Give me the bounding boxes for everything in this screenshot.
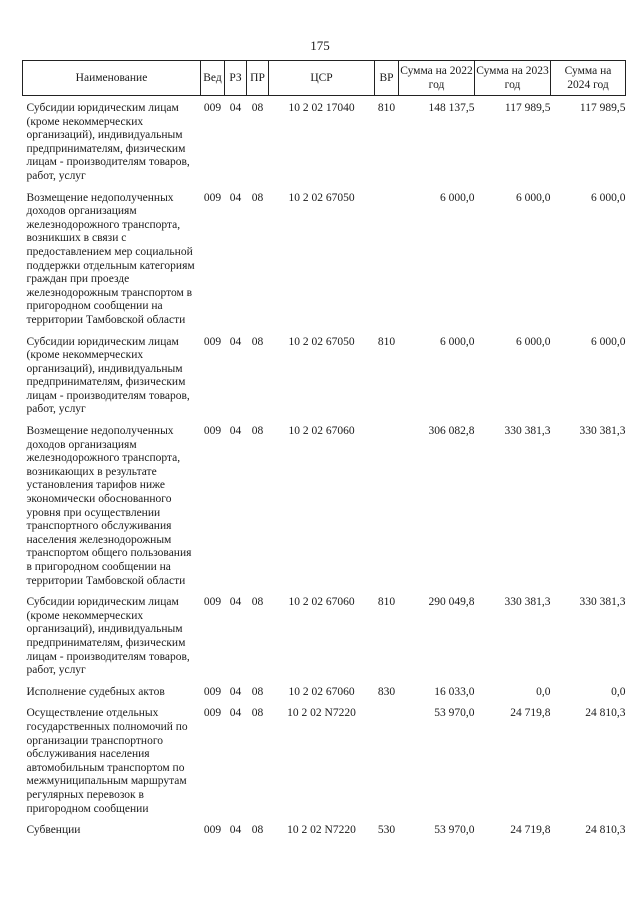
cell-sum-2024: 6 000,0 [591,191,626,204]
cell-sum-2024: 0,0 [611,685,626,698]
cell-name: Субвенции [26,824,81,837]
table-row [23,96,626,192]
header-name: Наименование [23,61,201,96]
cell-name: Возмещение недополученных доходов организациям железнодорожного транспорта, возникающих в результате установления тарифов ниже экономически обоснованного уровня при осуществлении транспортного обслуживания населения железнодорожным транспортом общего пользования в пригородном сообщении на территории Тамбовской области [26,425,192,587]
cell-pr: 08 [251,596,264,609]
cell-csr: 10 2 02 17040 [288,102,355,114]
cell-csr: 10 2 02 67060 [288,596,355,609]
table-row [23,707,626,824]
cell-csr: 10 2 02 67060 [288,685,355,698]
cell-vr: 810 [377,335,396,348]
cell-pr: 08 [251,191,264,204]
cell-pr: 08 [251,685,264,698]
cell-sum-2023: 117 989,5 [504,102,551,114]
cell-name: Возмещение недополученных доходов организациям железнодорожного транспорта, возникших в связи с предоставлением мер социальной поддержки отдельным категориям граждан при проезде железнодорожным транспортом в пригородном сообщении на территории Тамбовской области [26,191,195,326]
budget-table [22,60,626,846]
table-header [23,61,626,96]
cell-name: Осуществление отдельных государственных полномочий по организации транспортного обслуживания населения автомобильным транспортом по межмуниципальным маршрутам регулярных перевозок в пригородном сообщении [26,707,188,815]
cell-sum-2022: 53 970,0 [434,707,475,720]
cell-sum-2022: 53 970,0 [434,824,475,837]
cell-vr [375,192,399,336]
cell-ved: 009 [203,425,222,438]
cell-rz: 04 [229,191,242,204]
header-vr: ВР [375,61,399,96]
cell-sum-2024: 24 810,3 [585,824,626,837]
cell-sum-2022: 306 082,8 [428,425,475,438]
cell-sum-2023: 24 719,8 [510,707,551,720]
cell-ved: 009 [203,824,222,837]
cell-rz: 04 [229,425,242,438]
cell-rz: 04 [229,102,242,114]
cell-sum-2023: 330 381,3 [504,425,551,438]
cell-ved: 009 [203,335,222,348]
cell-vr: 830 [377,685,396,698]
cell-vr: 810 [377,102,396,114]
cell-vr [375,707,399,824]
cell-csr: 10 2 02 67050 [288,191,355,204]
cell-rz: 04 [229,335,242,348]
cell-vr: 530 [377,824,396,837]
cell-sum-2023: 6 000,0 [516,191,551,204]
header-ved: Вед [201,61,225,96]
cell-sum-2024: 117 989,5 [579,102,626,114]
cell-ved: 009 [203,596,222,609]
cell-name: Субсидии юридическим лицам (кроме некоммерческих организаций), индивидуальным предпринимателям, физическим лицам - производителям товаров, работ, услуг [26,335,190,416]
cell-sum-2023: 24 719,8 [510,824,551,837]
cell-sum-2022: 6 000,0 [440,335,475,348]
cell-sum-2024: 330 381,3 [579,596,626,609]
cell-pr: 08 [251,335,264,348]
cell-rz: 04 [229,685,242,698]
cell-sum-2023: 6 000,0 [516,335,551,348]
cell-vr [375,425,399,596]
header-pr: ПР [247,61,269,96]
table-row [23,824,626,846]
cell-rz: 04 [229,596,242,609]
cell-sum-2024: 6 000,0 [591,335,626,348]
cell-rz: 04 [229,707,242,720]
cell-pr: 08 [251,707,264,720]
table-body [23,96,626,846]
cell-name: Субсидии юридическим лицам (кроме некоммерческих организаций), индивидуальным предпринимателям, физическим лицам - производителям товаров, работ, услуг [26,102,190,182]
cell-sum-2022: 290 049,8 [428,596,475,609]
cell-sum-2024: 24 810,3 [585,707,626,720]
cell-csr: 10 2 02 67060 [288,425,355,438]
header-sum-2024: Сумма на 2024 год [551,61,626,96]
cell-ved: 009 [203,707,222,720]
page-number: 175 [310,38,330,53]
cell-name: Субсидии юридическим лицам (кроме некоммерческих организаций), индивидуальным предпринимателям, физическим лицам - производителям товаров, работ, услуг [26,596,190,677]
header-sum-2023: Сумма на 2023 год [475,61,551,96]
cell-ved: 009 [203,102,222,114]
cell-vr: 810 [377,596,396,609]
table-row [23,686,626,708]
cell-pr: 08 [251,102,264,114]
header-csr: ЦСР [269,61,375,96]
cell-name: Исполнение судебных актов [26,685,165,698]
cell-ved: 009 [203,191,222,204]
cell-sum-2023: 0,0 [536,685,551,698]
table-row [23,192,626,336]
cell-ved: 009 [203,685,222,698]
cell-sum-2022: 16 033,0 [434,685,475,698]
cell-csr: 10 2 02 N7220 [287,824,356,837]
table-row [23,596,626,686]
cell-pr: 08 [251,824,264,837]
table-row [23,425,626,596]
cell-pr: 08 [251,425,264,438]
header-sum-2022: Сумма на 2022 год [399,61,475,96]
cell-sum-2023: 330 381,3 [504,596,551,609]
table-row [23,336,626,426]
cell-sum-2022: 148 137,5 [428,102,475,114]
cell-sum-2024: 330 381,3 [579,425,626,438]
header-rz: РЗ [225,61,247,96]
cell-csr: 10 2 02 67050 [288,335,355,348]
cell-rz: 04 [229,824,242,837]
cell-sum-2022: 6 000,0 [440,191,475,204]
cell-csr: 10 2 02 N7220 [287,707,356,720]
